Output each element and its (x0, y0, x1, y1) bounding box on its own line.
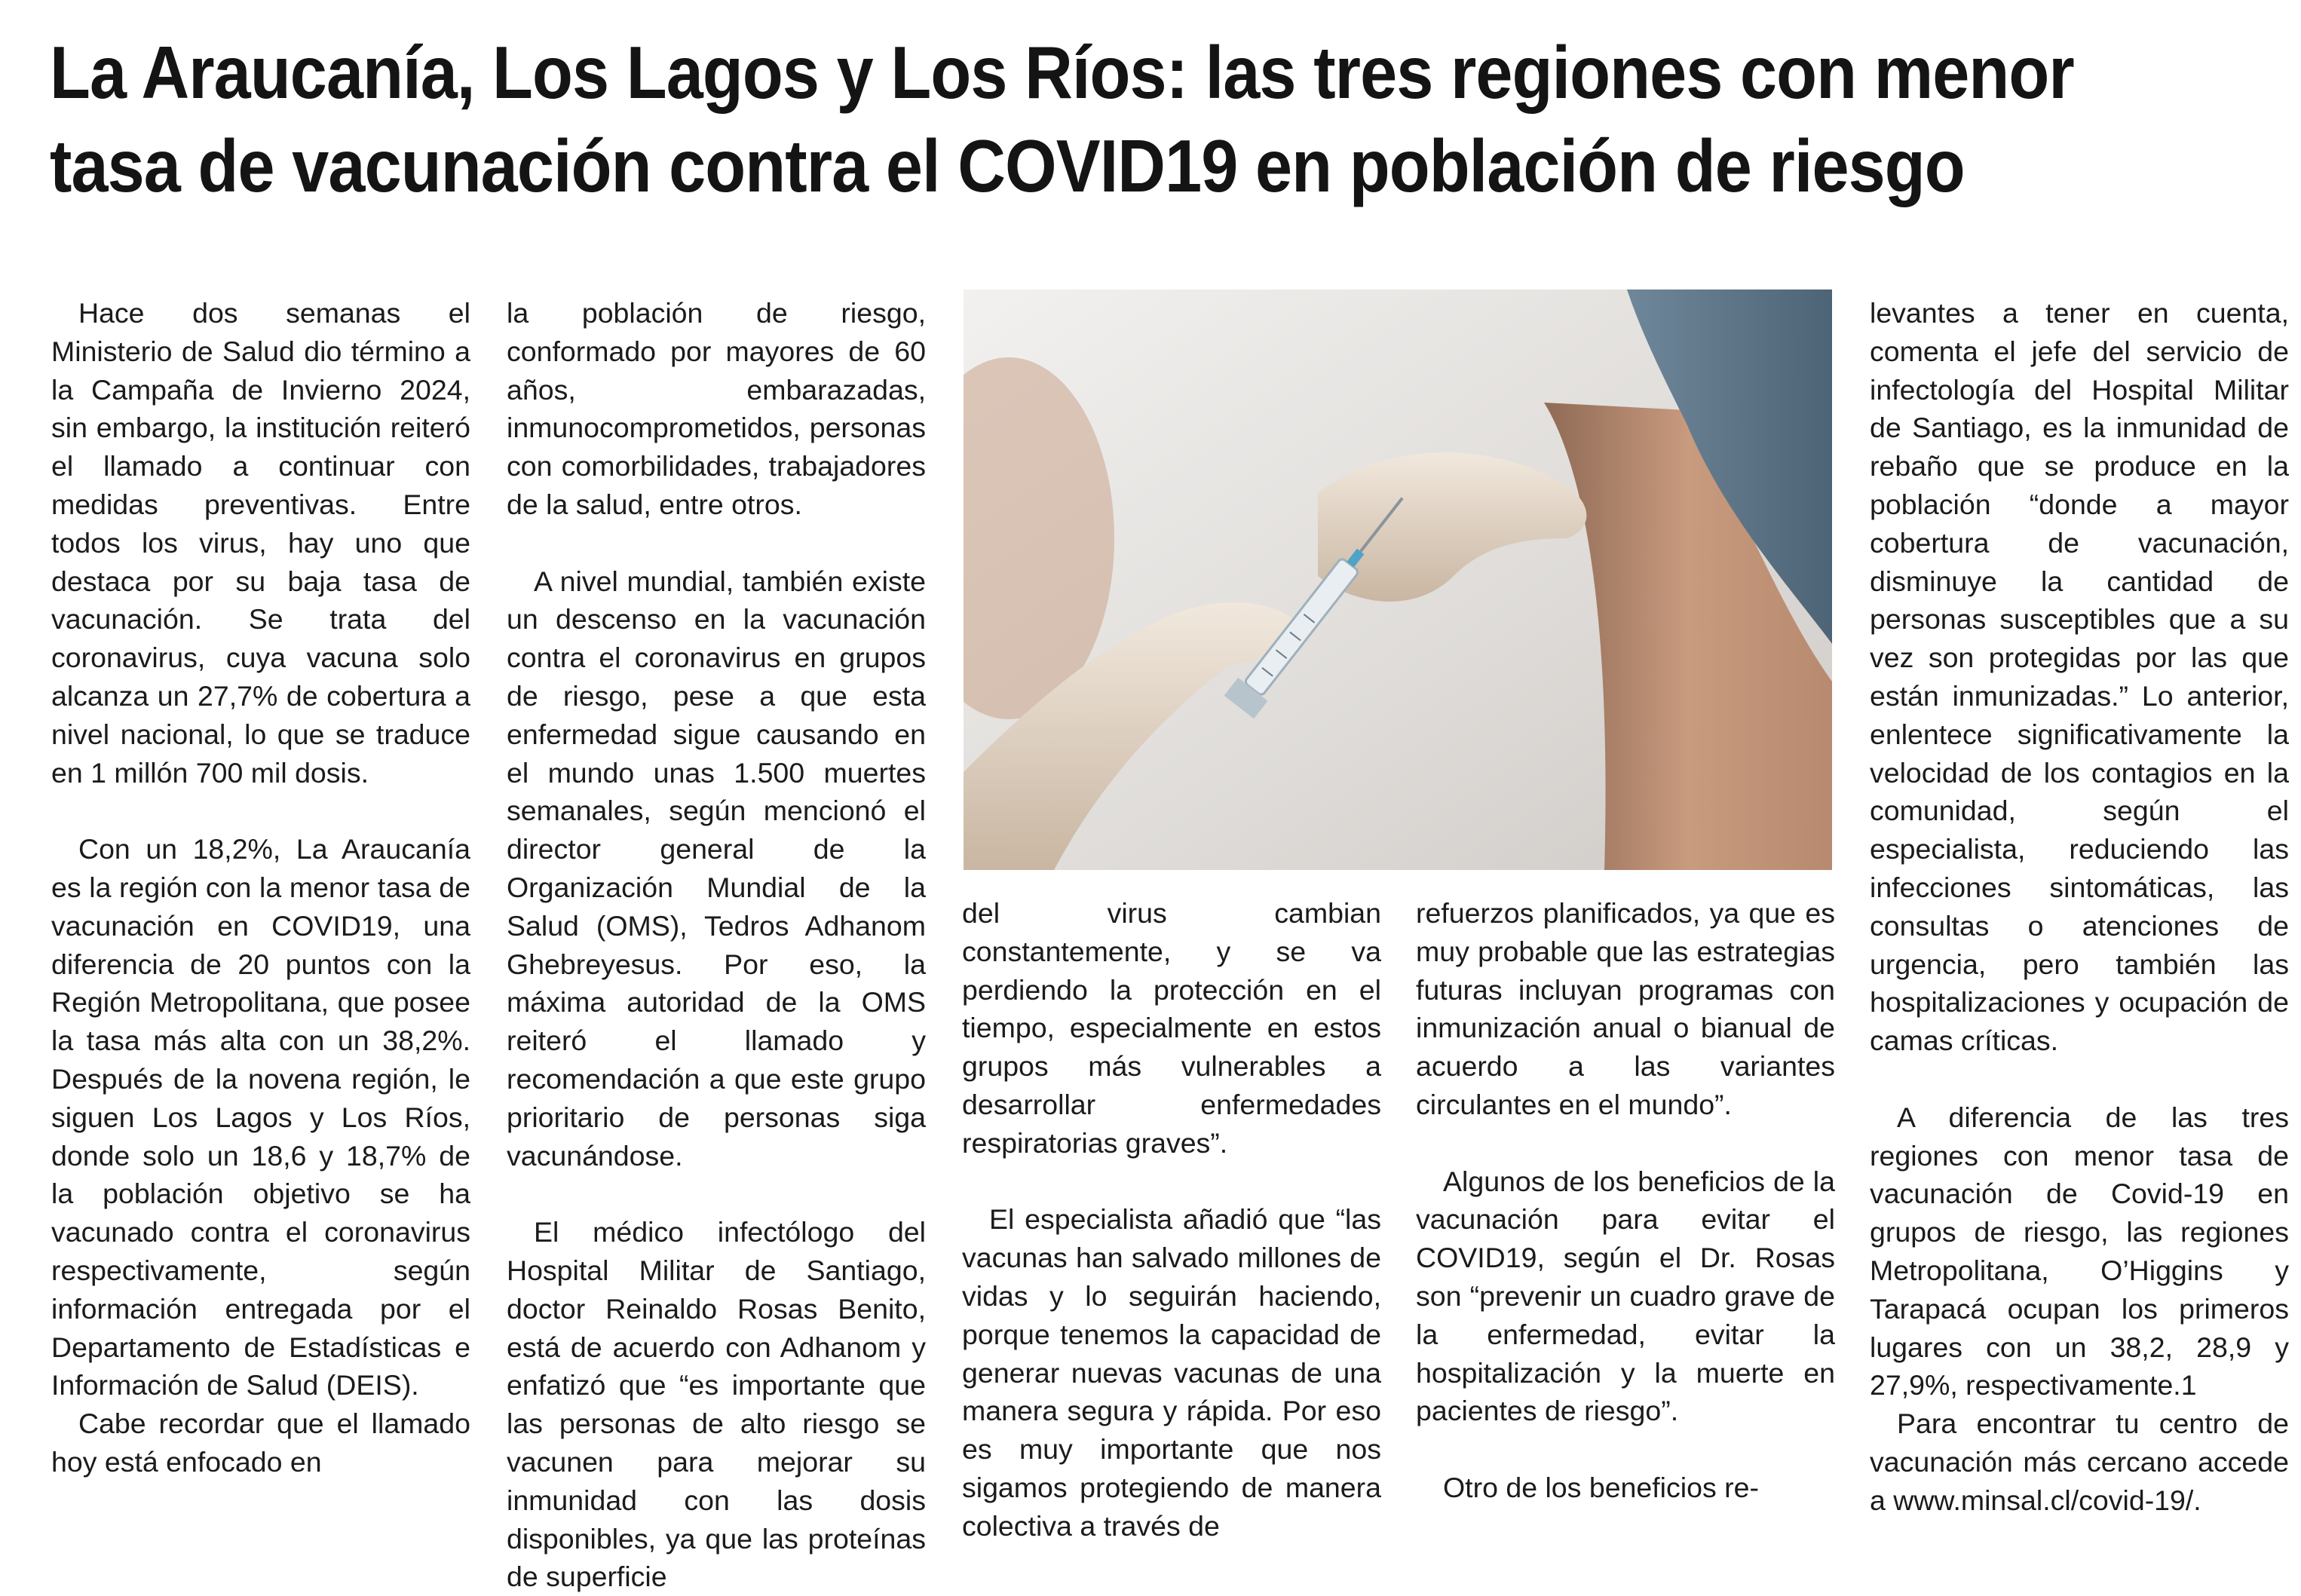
paragraph: Hace dos semanas el Ministerio de Salud dio término a la Campaña de Invierno 2024, sin embargo, la institución reiteró el llamado a continuar con medidas preventivas. Entre todos los virus, hay uno que destaca por su baja tasa de vacunación. Se trata del coronavirus, cuya vacuna solo alcanza un 27,7% de cobertura a nivel nacional, lo que se traduce en 1 millón 700 mil dosis. (51, 297, 470, 789)
paragraph: Cabe recordar que el llamado hoy está enfocado en (51, 1408, 470, 1478)
paragraph: refuerzos planificados, ya que es muy probable que las estrategias futuras incluyan programas con inmunización anual o bianual de acuerdo a las variantes circulantes en el mundo”. (1416, 897, 1835, 1120)
paragraph: El especialista añadió que “las vacunas han salvado millones de vidas y lo seguirán haciendo, porque tenemos la capacidad de generar nuevas vacunas de una manera segura y rápida. Por eso es muy importante que nos sigamos protegiendo de manera colectiva a través de (962, 1203, 1381, 1542)
vaccination-photo (964, 289, 1832, 870)
paragraph: levantes a tener en cuenta, comenta el jefe del servicio de infectología del Hospital Militar de Santiago, es la inmunidad de rebaño que se produce en la población “donde a mayor cobertura de vacunación, disminuye la cantidad de personas susceptibles que a su vez son protegidas por las que están inmunizadas.” Lo anterior, enlentece significativamente la velocidad de los contagios en la comunidad, según el especialista, reduciendo las infecciones sintomáticas, las consultas o atenciones de urgencia, pero también las hospitalizaciones y ocupación de camas críticas. (1870, 297, 2289, 1057)
headline-line-1: La Araucanía, Los Lagos y Los Ríos: las tres regiones con menor (50, 31, 2074, 114)
paragraph: la población de riesgo, conformado por mayores de 60 años, embarazadas, inmunocomprometidos, personas con comorbilidades, trabajadores de la salud, entre otros. (507, 297, 926, 520)
article-column-1 (51, 294, 470, 1481)
paragraph: A diferencia de las tres regiones con menor tasa de vacunación de Covid-19 en grupos de riesgo, las regiones Metropolitana, O’Higgins y Tarapacá ocupan los primeros lugares con un 38,2, 28,9 y 27,9%, respectivamente.1 (1870, 1101, 2289, 1401)
article-column-5 (1870, 294, 2289, 1520)
paragraph: Con un 18,2%, La Araucanía es la región con la menor tasa de vacunación en COVID19, una diferencia de 20 puntos con la Región Metropolitana, que posee la tasa más alta con un 38,2%. Después de la novena región, le siguen Los Lagos y Los Ríos, donde solo un 18,6 y 18,7% de la población objetivo se ha vacunado contra el coronavirus respectivamente, según información entregada por el Departamento de Estadísticas e Información de Salud (DEIS). (51, 833, 470, 1401)
article-column-3 (962, 894, 1381, 1545)
article-column-2 (507, 294, 926, 1596)
paragraph: A nivel mundial, también existe un descenso en la vacunación contra el coronavirus en grupos de riesgo, pese a que esta enfermedad sigue causando en el mundo unas 1.500 muertes semanales, según mencionó el director general de la Organización Mundial de la Salud (OMS), Tedros Adhanom Ghebreyesus. Por eso, la máxima autoridad de la OMS reiteró el llamado y recomendación a que este grupo prioritario de personas siga vacunándose. (507, 565, 926, 1172)
headline-line-2: tasa de vacunación contra el COVID19 en población de riesgo (50, 124, 1965, 207)
article-column-4 (1416, 894, 1835, 1507)
paragraph: del virus cambian constantemente, y se va perdiendo la protección en el tiempo, especialmente en estos grupos más vulnerables a desarrollar enfermedades respiratorias graves”. (962, 897, 1381, 1159)
paragraph: Para encontrar tu centro de vacunación más cercano accede a www.minsal.cl/covid-19/. (1870, 1408, 2289, 1516)
syringe-vaccination-icon (964, 289, 1832, 870)
paragraph: El médico infectólogo del Hospital Militar de Santiago, doctor Reinaldo Rosas Benito, está de acuerdo con Adhanom y enfatizó que “es importante que las personas de alto riesgo se vacunen para mejorar su inmunidad con las dosis disponibles, ya que las proteínas de superficie (507, 1216, 926, 1593)
paragraph: Otro de los beneficios re- (1443, 1471, 1759, 1503)
headline (50, 26, 2074, 213)
paragraph: Algunos de los beneficios de la vacunación para evitar el COVID19, según el Dr. Rosas son “prevenir un cuadro grave de la enfermedad, evitar la hospitalización y la muerte en pacientes de riesgo”. (1416, 1165, 1835, 1427)
